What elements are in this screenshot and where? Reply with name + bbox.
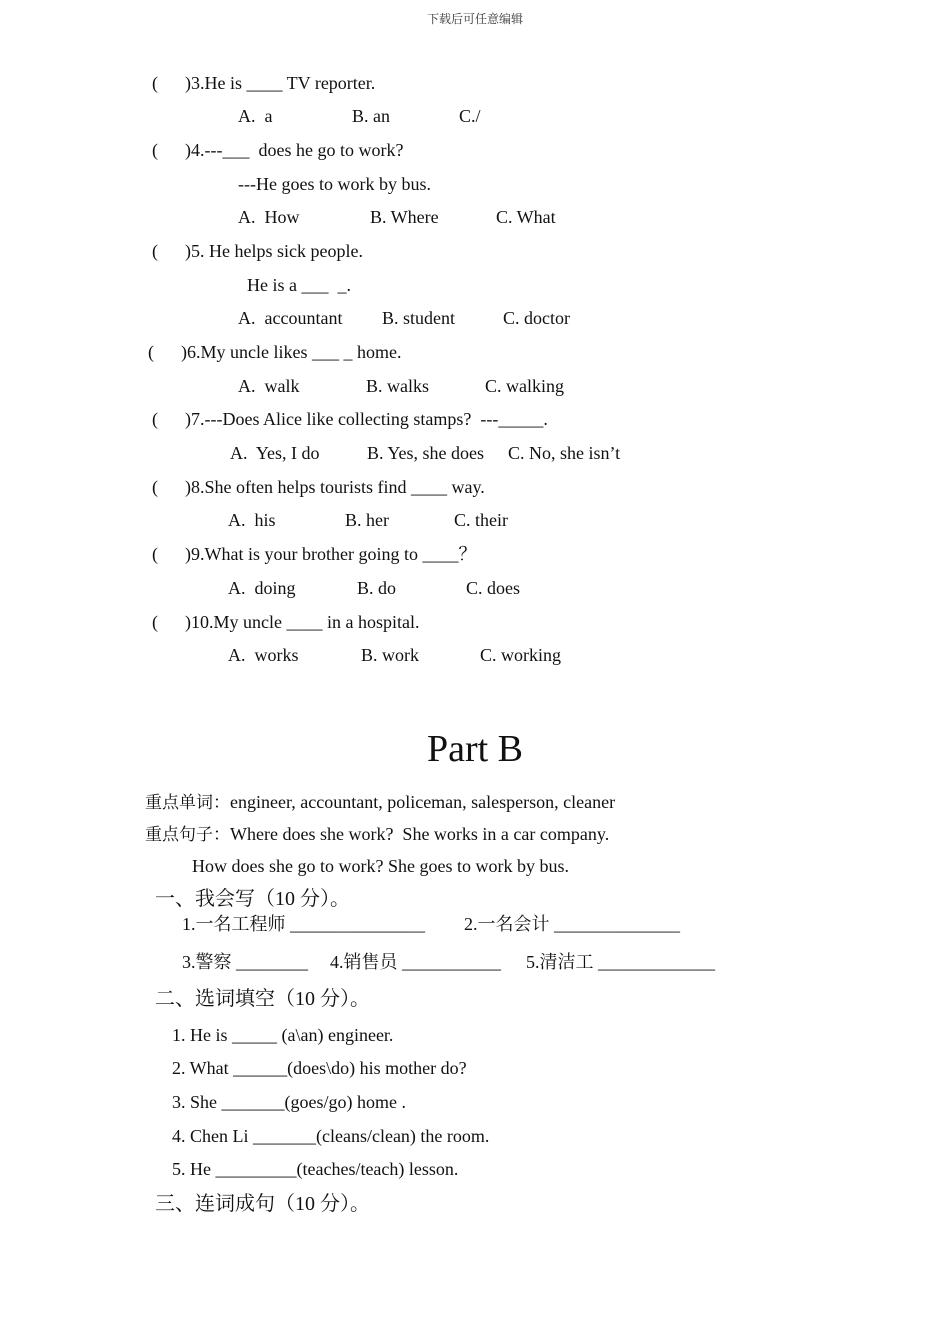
- question-4-option-a: A. How: [238, 207, 300, 227]
- fill-item-4: 4. Chen Li _______(cleans/clean) the room.: [172, 1126, 490, 1146]
- fill-item-5: 5. He _________(teaches/teach) lesson.: [172, 1159, 459, 1179]
- fill-item-3: 3. She _______(goes/go) home .: [172, 1092, 406, 1112]
- question-3-option-b: B. an: [352, 106, 390, 126]
- question-7-option-b: B. Yes, she does: [367, 443, 485, 463]
- page-header: 下载后可任意编辑: [426, 12, 523, 26]
- write-item-3: 3.警察 ________: [182, 952, 308, 972]
- question-6-option-b: B. walks: [366, 376, 429, 396]
- question-9-option-a: A. doing: [228, 578, 296, 598]
- question-8-option-a: A. his: [228, 510, 276, 530]
- question-4-answer-line: ---He goes to work by bus.: [238, 174, 431, 194]
- question-4-option-b: B. Where: [370, 207, 439, 227]
- question-8-option-b: B. her: [345, 510, 389, 530]
- question-10-option-c: C. working: [480, 645, 561, 665]
- question-5-option-a: A. accountant: [238, 308, 343, 328]
- question-3-option-c: C./: [459, 106, 481, 126]
- question-10-stem: ( )10.My uncle ____ in a hospital.: [152, 612, 420, 632]
- question-4-option-c: C. What: [496, 207, 556, 227]
- question-8-stem: ( )8.She often helps tourists find ____ way.: [152, 477, 485, 497]
- question-8-option-c: C. their: [454, 510, 508, 530]
- section-2-title: 二、选词填空（10 分）。: [155, 988, 370, 1010]
- question-9-stem: ( )9.What is your brother going to ____？: [152, 544, 477, 564]
- write-item-1: 1.一名工程师 _______________: [182, 914, 425, 934]
- question-6-option-c: C. walking: [485, 376, 564, 396]
- question-4-stem: ( )4.---___ does he go to work?: [152, 140, 404, 160]
- question-5-stem: ( )5. He helps sick people.: [152, 241, 363, 261]
- write-item-5: 5.清洁工 _____________: [526, 952, 715, 972]
- key-words: engineer, accountant, policeman, salesperson, cleaner: [230, 792, 616, 812]
- question-3-option-a: A. a: [238, 106, 273, 126]
- question-6-stem: ( )6.My uncle likes ___ _ home.: [148, 342, 402, 362]
- question-10-option-b: B. work: [361, 645, 419, 665]
- question-9-option-c: C. does: [466, 578, 520, 598]
- fill-item-1: 1. He is _____ (a\an) engineer.: [172, 1025, 394, 1045]
- section-3-title: 三、连词成句（10 分）。: [155, 1193, 370, 1215]
- key-sentence-1: Where does she work? She works in a car company.: [230, 824, 610, 844]
- key-sentence-2: How does she go to work? She goes to work by bus.: [192, 856, 569, 876]
- question-5-option-b: B. student: [382, 308, 456, 328]
- question-7-option-c: C. No, she isn’t: [508, 443, 621, 463]
- part-b-title: Part B: [426, 728, 524, 770]
- key-sentences-label: 重点句子：: [145, 825, 230, 845]
- key-words-line: [145, 791, 615, 814]
- write-item-2: 2.一名会计 ______________: [464, 914, 680, 934]
- section-1-title: 一、我会写（10 分）。: [155, 888, 350, 910]
- write-item-4: 4.销售员 ___________: [330, 952, 501, 972]
- question-5-option-c: C. doctor: [503, 308, 570, 328]
- question-7-option-a: A. Yes, I do: [230, 443, 320, 463]
- fill-item-2: 2. What ______(does\do) his mother do?: [172, 1058, 467, 1078]
- question-7-stem: ( )7.---Does Alice like collecting stamps? ---_____.: [152, 409, 548, 429]
- key-sentences-line: [145, 823, 609, 846]
- question-9-option-b: B. do: [357, 578, 397, 598]
- question-10-option-a: A. works: [228, 645, 299, 665]
- question-6-option-a: A. walk: [238, 376, 300, 396]
- question-3-stem: ( )3.He is ____ TV reporter.: [152, 73, 376, 93]
- question-5-second-line: He is a ___ _.: [247, 275, 351, 295]
- key-words-label: 重点单词：: [145, 793, 230, 813]
